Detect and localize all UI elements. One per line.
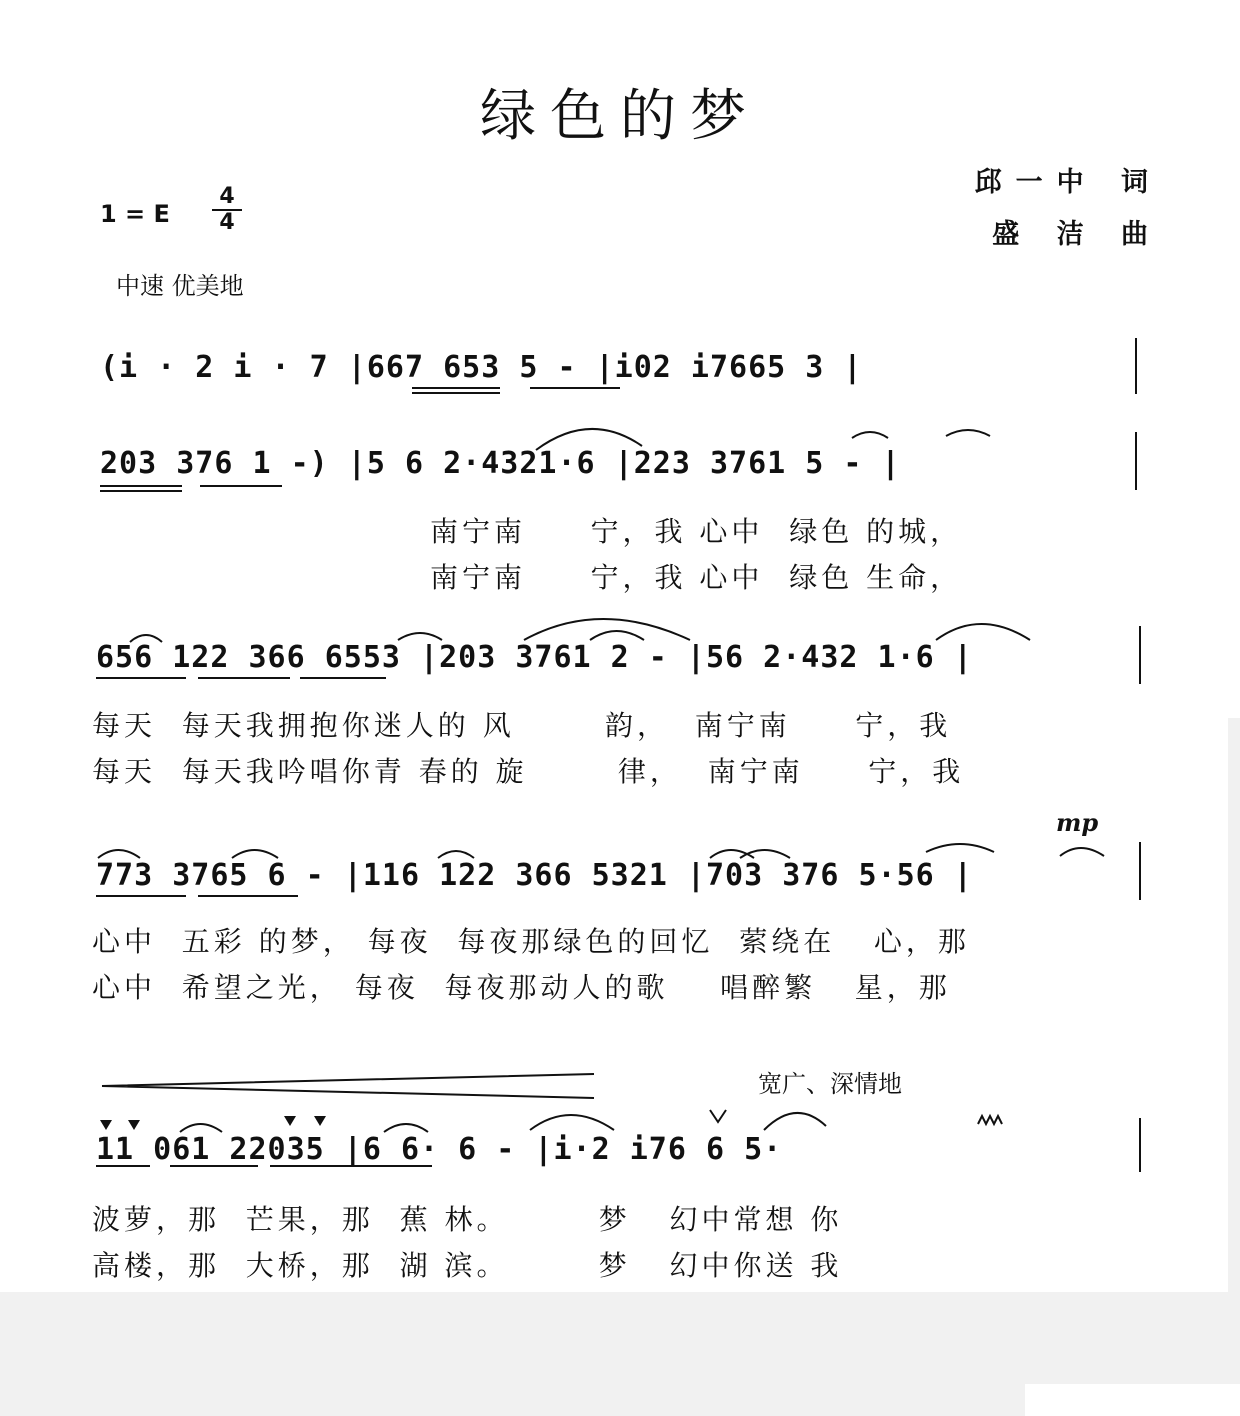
ornament-mark (978, 1116, 1002, 1124)
system-2-lyrics-verse-1: 南宁南 宁，我 心中 绿色 的城， (430, 515, 963, 548)
tempo-marking: 中速 优美地 (116, 272, 244, 300)
dynamic-marking: mp (1056, 808, 1099, 837)
system-3-lyrics-verse-1: 每天 每天我拥抱你迷人的 风 韵， 南宁南 宁，我 (92, 709, 952, 742)
expression-marking: 宽广、深情地 (758, 1070, 902, 1098)
time-signature (212, 186, 242, 234)
lyricist-credit: 邱一中 词 (974, 167, 1162, 198)
composer-credit: 盛 洁 曲 (992, 219, 1162, 250)
system-5-lyrics-verse-2: 高楼，那 大桥，那 湖 滨。 梦 幻中你送 我 (92, 1249, 843, 1282)
system-2-lyrics-verse-2: 南宁南 宁，我 心中 绿色 生命， (430, 561, 963, 594)
system-3-notes: 656 122 366 6553 |203 3761 2 - |56 2·432 1·6 | (96, 640, 973, 675)
system-4-lyrics-verse-2: 心中 希望之光， 每夜 每夜那动人的歌 唱醉繁 星，那 (92, 971, 951, 1004)
system-2-notes: 203 376 1 -) |5 6 2·4321·6 |223 3761 5 - | (100, 446, 901, 481)
time-signature-top: 4 (219, 184, 235, 209)
time-signature-bottom: 4 (219, 210, 235, 235)
breath-mark (710, 1110, 726, 1122)
page-right-margin (1228, 718, 1240, 1292)
song-title: 绿色的梦 (480, 84, 760, 149)
system-4-lyrics-verse-1: 心中 五彩 的梦， 每夜 每夜那绿色的回忆 萦绕在 心，那 (92, 925, 970, 958)
page-corner (1025, 1384, 1240, 1416)
system-1-notes: (i · 2 i · 7 |667 653 5 - |i02 i7665 3 | (100, 350, 863, 385)
accent-marks (100, 1116, 326, 1130)
key-signature: 1 = E (100, 200, 170, 228)
hairpin (102, 1074, 594, 1098)
system-3-lyrics-verse-2: 每天 每天我吟唱你青 春的 旋 律， 南宁南 宁，我 (92, 755, 965, 788)
system-5-lyrics-verse-1: 波萝，那 芒果，那 蕉 林。 梦 幻中常想 你 (92, 1203, 843, 1236)
system-5-notes: 11 061 22035 |6 6· 6 - |i·2 i76 6 5· (96, 1132, 783, 1167)
system-4-notes: 773 3765 6 - |116 122 366 5321 |703 376 5·56 | (96, 858, 973, 893)
